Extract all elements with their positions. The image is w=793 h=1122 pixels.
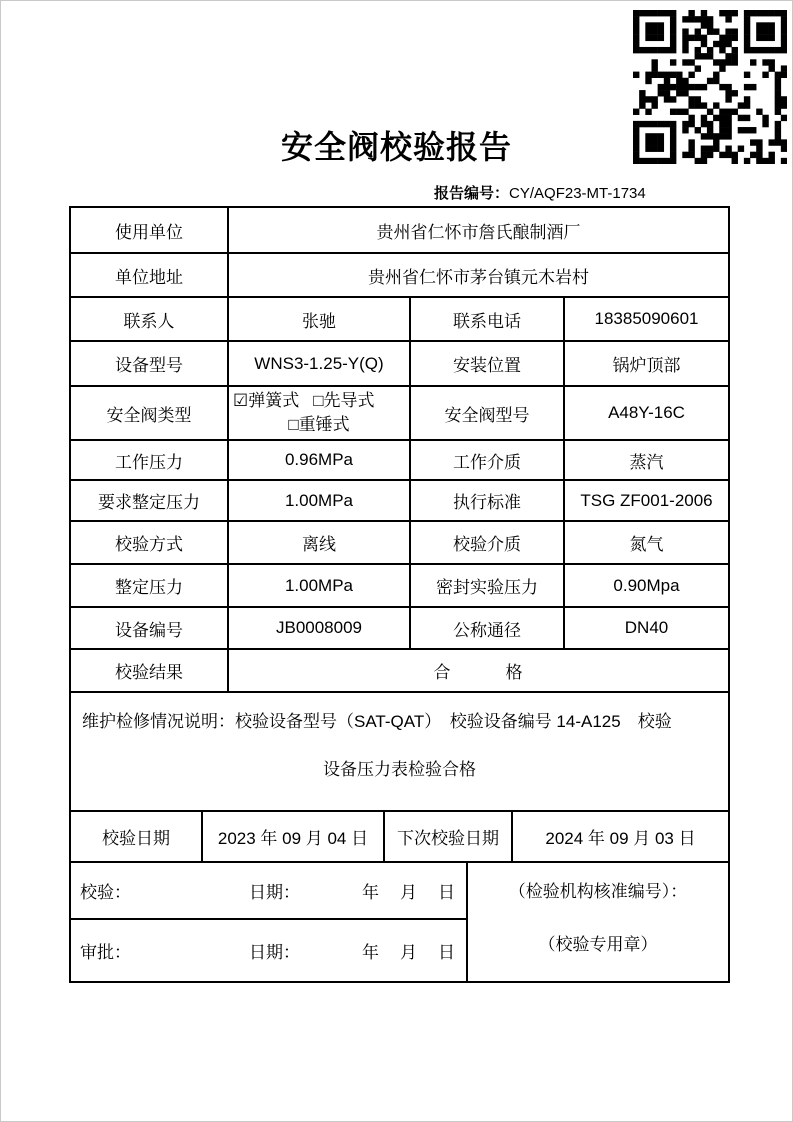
working-pressure-label: 工作压力: [70, 440, 228, 480]
calibration-medium-label: 校验介质: [410, 521, 564, 564]
calibration-medium-value: 氮气: [564, 521, 729, 564]
seal-test-pressure-label: 密封实验压力: [410, 564, 564, 607]
use-unit-label: 使用单位: [70, 207, 228, 253]
valve-type-option-weight: 重锤式: [298, 415, 350, 434]
report-number-value: CY/AQF23-MT-1734: [509, 185, 646, 202]
valve-type-label: 安全阀类型: [70, 386, 228, 440]
table-row: [70, 649, 729, 692]
calibration-date-value: 2023 年 09 月 04 日: [202, 811, 384, 862]
unit-address-label: 单位地址: [70, 253, 228, 297]
install-location-value: 锅炉顶部: [564, 341, 729, 386]
device-model-label: 设备型号: [70, 341, 228, 386]
required-set-pressure-value: 1.00MPa: [228, 480, 410, 521]
verify-signature-cell: [70, 862, 467, 919]
next-calibration-date-label: 下次校验日期: [384, 811, 512, 862]
approve-label: 审批：: [80, 943, 131, 962]
maintenance-note-line1: 维护检修情况说明：校验设备型号（SAT-QAT） 校验设备编号 14-A125 校验: [82, 712, 672, 731]
device-model-value: WNS3-1.25-Y(Q): [228, 341, 410, 386]
working-pressure-value: 0.96MPa: [228, 440, 410, 480]
table-row: [70, 253, 729, 297]
page-title: 安全阀校验报告: [280, 129, 512, 165]
verify-date-label: 日期：: [249, 883, 300, 902]
valve-type-options: [228, 386, 410, 440]
stamp-note: （校验专用章）: [538, 935, 658, 954]
device-no-label: 设备编号: [70, 607, 228, 649]
signature-table: [69, 861, 730, 983]
valve-model-value: A48Y-16C: [564, 386, 729, 440]
device-no-value: JB0008009: [228, 607, 410, 649]
seal-test-pressure-value: 0.90Mpa: [564, 564, 729, 607]
table-row: [70, 692, 729, 811]
result-value: 合 格: [228, 649, 729, 692]
nominal-diameter-value: DN40: [564, 607, 729, 649]
qr-code-icon: [633, 10, 787, 164]
install-location-label: 安装位置: [410, 341, 564, 386]
org-code-note: （检验机构核准编号）：: [508, 882, 688, 901]
checkbox-checked-icon: ☑: [233, 391, 249, 410]
approve-date-label: 日期：: [249, 943, 300, 962]
standard-value: TSG ZF001-2006: [564, 480, 729, 521]
unit-address-value: 贵州省仁怀市茅台镇元木岩村: [228, 253, 729, 297]
phone-value: 18385090601: [564, 297, 729, 341]
table-row: [70, 440, 729, 480]
table-row: [70, 521, 729, 564]
next-calibration-date-value: 2024 年 09 月 03 日: [512, 811, 729, 862]
table-row: [70, 297, 729, 341]
valve-model-label: 安全阀型号: [410, 386, 564, 440]
table-row: [70, 341, 729, 386]
approve-signature-cell: [70, 919, 467, 982]
stamp-cell: [467, 862, 729, 982]
required-set-pressure-label: 要求整定压力: [70, 480, 228, 521]
contact-value: 张驰: [228, 297, 410, 341]
calibration-method-value: 离线: [228, 521, 410, 564]
calibration-date-label: 校验日期: [70, 811, 202, 862]
working-medium-label: 工作介质: [410, 440, 564, 480]
table-row: [70, 564, 729, 607]
working-medium-value: 蒸汽: [564, 440, 729, 480]
result-label: 校验结果: [70, 649, 228, 692]
verify-ymd: 年 月 日: [362, 883, 457, 902]
maintenance-note: [70, 692, 729, 811]
set-pressure-value: 1.00MPa: [228, 564, 410, 607]
phone-label: 联系电话: [410, 297, 564, 341]
valve-type-option-pilot: 先导式: [323, 391, 375, 410]
maintenance-note-line2: 设备压力表检验合格: [323, 760, 476, 779]
date-row-table: [69, 810, 730, 863]
table-row: [70, 207, 729, 253]
report-number-label: 报告编号：: [434, 185, 510, 202]
main-field-table: [69, 206, 730, 812]
nominal-diameter-label: 公称通径: [410, 607, 564, 649]
table-row: [70, 862, 729, 919]
checkbox-unchecked-icon: □: [288, 415, 299, 434]
report-number: [434, 182, 646, 203]
checkbox-unchecked-icon: □: [313, 391, 324, 410]
calibration-method-label: 校验方式: [70, 521, 228, 564]
standard-label: 执行标准: [410, 480, 564, 521]
valve-type-option-spring: 弹簧式: [248, 391, 300, 410]
table-row: [70, 811, 729, 862]
approve-ymd: 年 月 日: [362, 943, 457, 962]
contact-label: 联系人: [70, 297, 228, 341]
verify-label: 校验：: [80, 883, 131, 902]
table-row: [70, 386, 729, 440]
set-pressure-label: 整定压力: [70, 564, 228, 607]
report-table: [69, 206, 732, 983]
table-row: [70, 607, 729, 649]
table-row: [70, 480, 729, 521]
use-unit-value: 贵州省仁怀市詹氏酿制酒厂: [228, 207, 729, 253]
